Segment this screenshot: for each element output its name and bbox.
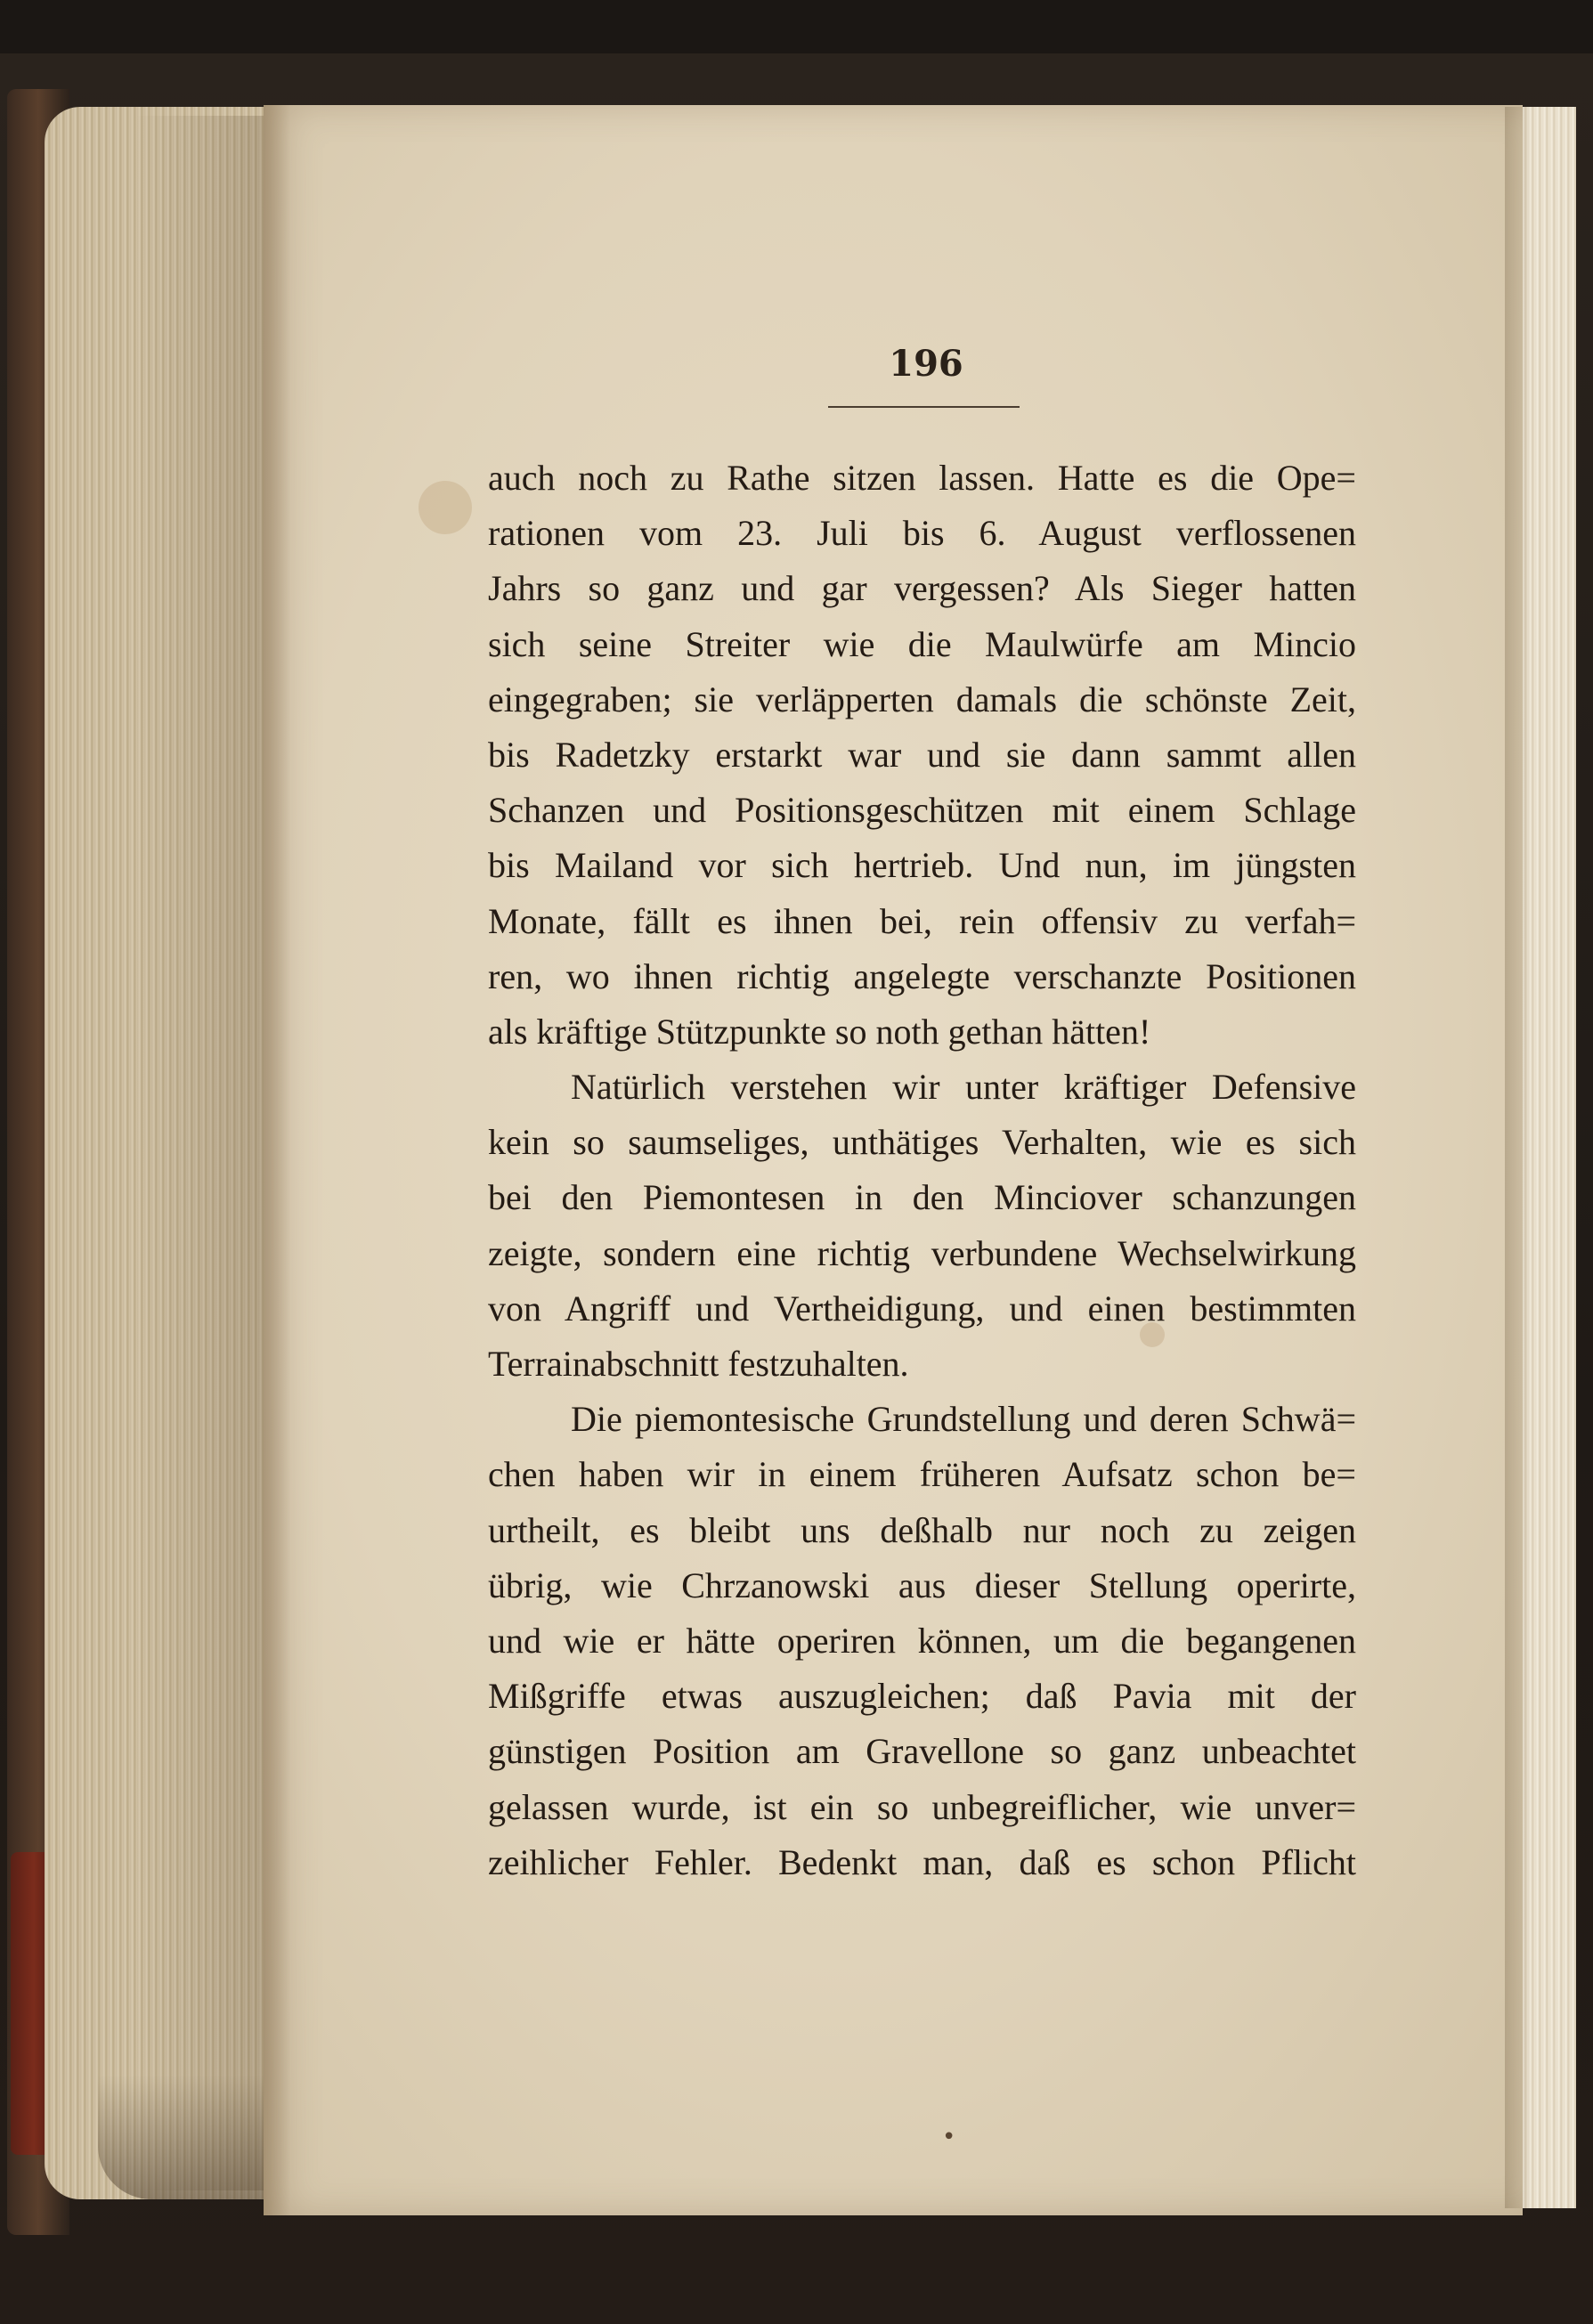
- text-line: Mißgriffe etwas auszugleichen; daß Pavia mit der: [488, 1676, 1356, 1717]
- text-line: auch noch zu Rathe sitzen lassen. Hatte es die Ope=: [488, 458, 1356, 498]
- text-line: zeihlicher Fehler. Bedenkt man, daß es schon Pflicht: [488, 1841, 1356, 1882]
- body-text: [488, 451, 1356, 1890]
- left-page-stack-bottom: [98, 2075, 276, 2199]
- text-line: chen haben wir in einem früheren Aufsatz schon be=: [488, 1454, 1356, 1495]
- paper-stain: [419, 481, 472, 534]
- left-page-stack-shadow: [134, 116, 276, 2190]
- page-gutter-shadow: [264, 105, 290, 2215]
- text-line: kein so saumseliges, unthätiges Verhalten, wie es sich: [488, 1122, 1356, 1163]
- text-line: gelassen wurde, ist ein so unbegreiflicher, wie unver=: [488, 1786, 1356, 1827]
- text-line: bei den Piemontesen in den Minciover schanzungen: [488, 1177, 1356, 1218]
- text-line: und wie er hätte operiren können, um die begangenen: [488, 1620, 1356, 1661]
- text-line: eingegraben; sie verläpperten damals die schönste Zeit,: [488, 679, 1356, 719]
- text-line: zeigte, sondern eine richtig verbundene Wechselwirkung: [488, 1232, 1356, 1273]
- page-number: 196: [889, 343, 963, 385]
- text-line: von Angriff und Vertheidigung, und einen bestimmten: [488, 1288, 1356, 1329]
- text-line: rationen vom 23. Juli bis 6. August verflossenen: [488, 513, 1356, 554]
- text-line: Monate, fällt es ihnen bei, rein offensiv zu verfah=: [488, 900, 1356, 941]
- header-rule: [828, 406, 1020, 408]
- text-line: Jahrs so ganz und gar vergessen? Als Sieger hatten: [488, 568, 1356, 609]
- text-line: bis Mailand vor sich hertrieb. Und nun, im jüngsten: [488, 845, 1356, 886]
- text-line: übrig, wie Chrzanowski aus dieser Stellung operirte,: [488, 1564, 1356, 1605]
- text-line: Natürlich verstehen wir unter kräftiger Defensive: [571, 1067, 1356, 1108]
- text-line: sich seine Streiter wie die Maulwürfe am Mincio: [488, 623, 1356, 664]
- text-line: als kräftige Stützpunkte so noth gethan hätten!: [488, 1011, 1151, 1052]
- text-line: ren, wo ihnen richtig angelegte verschanzte Positionen: [488, 955, 1356, 996]
- text-line: günstigen Position am Gravellone so ganz unbeachtet: [488, 1731, 1356, 1772]
- printer-mark: •: [942, 2124, 956, 2150]
- text-line: bis Radetzky erstarkt war und sie dann sammt allen: [488, 734, 1356, 775]
- text-line: Die piemontesische Grundstellung und deren Schwä=: [571, 1399, 1356, 1440]
- text-line: Schanzen und Positionsgeschützen mit einem Schlage: [488, 790, 1356, 831]
- text-line: urtheilt, es bleibt uns deßhalb nur noch zu zeigen: [488, 1509, 1356, 1550]
- right-gutter-shadow: [1505, 107, 1532, 2208]
- text-line: Terrainabschnitt festzuhalten.: [488, 1344, 909, 1384]
